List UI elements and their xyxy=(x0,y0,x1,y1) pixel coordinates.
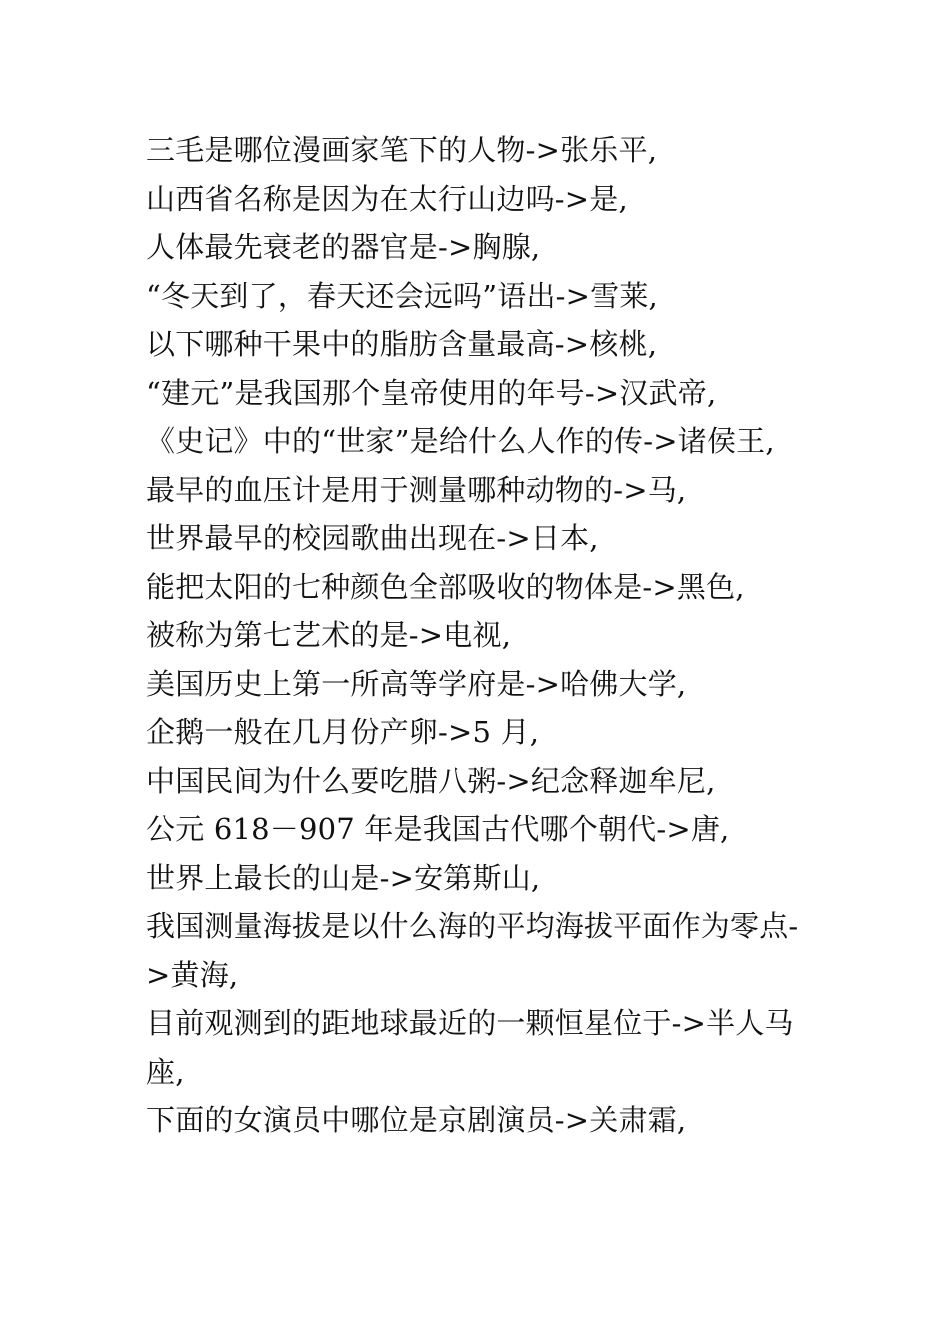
qa-line: 世界最早的校园歌曲出现在->日本, xyxy=(146,521,599,555)
qa-line: 公元 618－907 年是我国古代哪个朝代->唐, xyxy=(146,812,730,846)
qa-line: 最早的血压计是用于测量哪种动物的->马, xyxy=(146,472,687,507)
qa-line: 能把太阳的七种颜色全部吸收的物体是->黑色, xyxy=(146,569,745,604)
qa-line: 人体最先衰老的器官是->胸腺, xyxy=(146,230,541,264)
qa-line: 山西省名称是因为在太行山边吗->是, xyxy=(146,181,628,216)
qa-line: 下面的女演员中哪位是京剧演员->关肃霜, xyxy=(146,1103,687,1137)
qa-line: 以下哪种干果中的脂肪含量最高->核桃, xyxy=(146,327,658,361)
document-body xyxy=(146,126,816,1145)
qa-line: 被称为第七艺术的是->电视, xyxy=(146,618,512,652)
qa-line: 中国民间为什么要吃腊八粥->纪念释迦牟尼, xyxy=(146,763,716,798)
qa-line: “冬天到了，春天还会远吗”语出->雪莱, xyxy=(146,278,658,313)
qa-line: 美国历史上第一所高等学府是->哈佛大学, xyxy=(146,666,687,701)
qa-line: 企鹅一般在几月份产卵->5 月, xyxy=(146,715,540,749)
qa-line: 目前观测到的距地球最近的一颗恒星位于->半人马座, xyxy=(146,1006,794,1089)
qa-line: 世界上最长的山是->安第斯山, xyxy=(146,860,541,895)
qa-line: 《史记》中的“世家”是给什么人作的传->诸侯王, xyxy=(146,424,775,458)
qa-line: 我国测量海拔是以什么海的平均海拔平面作为零点->黄海, xyxy=(146,909,799,992)
qa-line: “建元”是我国那个皇帝使用的年号->汉武帝, xyxy=(146,375,717,410)
qa-line: 三毛是哪位漫画家笔下的人物->张乐平, xyxy=(146,133,658,167)
